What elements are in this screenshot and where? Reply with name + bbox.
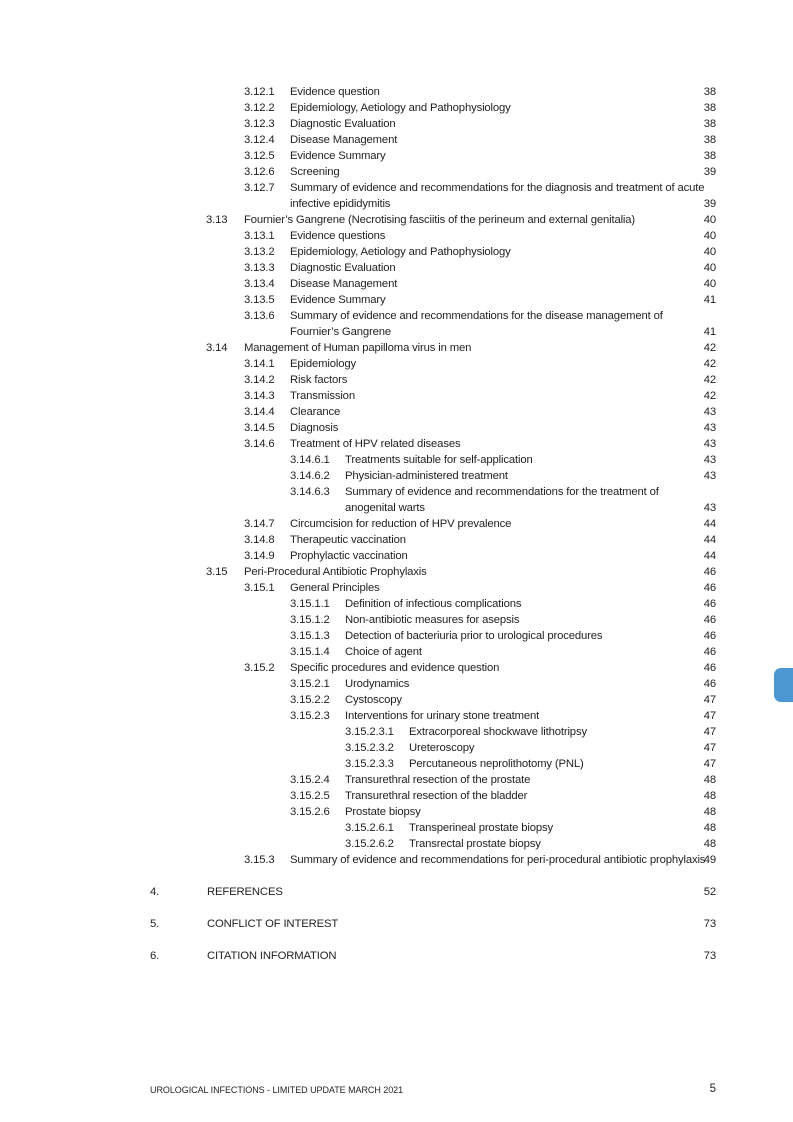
- toc-entry-title: Therapeutic vaccination: [290, 534, 406, 546]
- toc-entry-number: 3.15.2.6.2: [345, 838, 394, 850]
- toc-entry-number: 3.12.4: [244, 134, 275, 146]
- toc-entry-number: 3.13.5: [244, 294, 275, 306]
- toc-entry-number: 3.12.7: [244, 182, 275, 194]
- toc-entry-number: 3.14.9: [244, 550, 275, 562]
- toc-entry-title: Treatments suitable for self-application: [345, 454, 533, 466]
- toc-entry-page: 48: [703, 838, 716, 850]
- toc-entry-page: 47: [703, 758, 716, 770]
- toc-entry-title: Peri-Procedural Antibiotic Prophylaxis: [244, 566, 427, 578]
- toc-entry-title: Disease Management: [290, 278, 398, 290]
- toc-entry-title: Fournier’s Gangrene (Necrotising fasciitis of the perineum and external genitalia): [244, 214, 636, 226]
- toc-entry-page: 43: [703, 438, 716, 450]
- toc-entry-title: Evidence question: [290, 86, 380, 98]
- toc-entry-title: Management of Human papilloma virus in men: [244, 342, 472, 354]
- toc-entry-title: Detection of bacteriuria prior to urological procedures: [345, 630, 603, 642]
- toc-entry-page: 39: [703, 198, 716, 210]
- toc-entry-page: 41: [703, 326, 716, 338]
- toc-entry-title: Evidence questions: [290, 230, 386, 242]
- toc-entry-page: 49: [703, 854, 716, 866]
- toc-entry-title: Summary of evidence and recommendations for the diagnosis and treatment of acute infective epididymitis: [290, 182, 705, 210]
- toc-entry-number: 3.15.1: [244, 582, 275, 594]
- toc-entry-title: Epidemiology, Aetiology and Pathophysiology: [290, 102, 511, 114]
- toc-entry-number: 3.15.3: [244, 854, 275, 866]
- toc-entry-number: 3.15.2.3.3: [345, 758, 394, 770]
- toc-entry-number: 3.14.1: [244, 358, 275, 370]
- toc-entry-title: Extracorporeal shockwave lithotripsy: [409, 726, 587, 738]
- toc-entry-title: Non-antibiotic measures for asepsis: [345, 614, 520, 626]
- toc-entry-title: Transperineal prostate biopsy: [409, 822, 554, 834]
- toc-entry-page: 42: [703, 342, 716, 354]
- toc-entry-page: 43: [703, 406, 716, 418]
- toc-entry-page: 46: [703, 566, 716, 578]
- toc-entry-number: 3.15.2.1: [290, 678, 330, 690]
- toc-entry-title: Choice of agent: [345, 646, 422, 658]
- toc-entry-page: 47: [703, 742, 716, 754]
- toc-entry-title: Definition of infectious complications: [345, 598, 522, 610]
- toc-entry-number: 3.14.6: [244, 438, 275, 450]
- toc-entry-page: 47: [703, 694, 716, 706]
- toc-entry-title: Urodynamics: [345, 678, 410, 690]
- toc-entry-number: 3.14.2: [244, 374, 275, 386]
- toc-entry-title: Transmission: [290, 390, 355, 402]
- toc-entry-page: 40: [703, 246, 716, 258]
- toc-entry-title: REFERENCES: [207, 886, 283, 898]
- toc-entry-page: 38: [703, 134, 716, 146]
- toc-entry-number: 3.15.2.3.2: [345, 742, 394, 754]
- toc-entry-page: 43: [703, 422, 716, 434]
- toc-entry-page: 43: [703, 502, 716, 514]
- toc-entry-number: 3.14.5: [244, 422, 275, 434]
- toc-entry-title: Diagnosis: [290, 422, 339, 434]
- toc-entry-page: 44: [703, 550, 716, 562]
- toc-entry-page: 44: [703, 534, 716, 546]
- toc-entry-title: Epidemiology, Aetiology and Pathophysiology: [290, 246, 511, 258]
- toc-entry-number: 3.15.2.3: [290, 710, 330, 722]
- toc-entry-title: Transurethral resection of the prostate: [345, 774, 531, 786]
- toc-entry-title: Epidemiology: [290, 358, 357, 370]
- toc-entry-page: 39: [703, 166, 716, 178]
- toc-entry-number: 3.15.1.2: [290, 614, 330, 626]
- toc-entry-title: Transurethral resection of the bladder: [345, 790, 528, 802]
- toc-entry-page: 52: [703, 886, 716, 898]
- toc-entry-page: 46: [703, 662, 716, 674]
- toc-entry-page: 73: [703, 918, 716, 930]
- toc-entry-number: 3.15.1.3: [290, 630, 330, 642]
- toc-entry-title: Percutaneous neprolithotomy (PNL): [409, 758, 584, 770]
- toc-entry-page: 46: [703, 598, 716, 610]
- toc-entry-number: 3.14.3: [244, 390, 275, 402]
- toc-entry-title: Treatment of HPV related diseases: [290, 438, 461, 450]
- toc-entry-number: 3.15: [206, 566, 228, 578]
- toc-entry-number: 3.14.6.3: [290, 486, 330, 498]
- toc-entry-number: 3.14.8: [244, 534, 275, 546]
- toc-entry-page: 40: [703, 278, 716, 290]
- toc-entry-number: 3.14.6.2: [290, 470, 330, 482]
- toc-entry-page: 38: [703, 102, 716, 114]
- toc-entry-title: Diagnostic Evaluation: [290, 118, 396, 130]
- toc-entry-number: 3.13.6: [244, 310, 275, 322]
- toc-entry-title: Summary of evidence and recommendations for the treatment of anogenital warts: [345, 486, 659, 514]
- toc-entry-title: Summary of evidence and recommendations for the disease management of Fournier’s Gangrene: [290, 310, 663, 338]
- toc-entry-number: 3.12.3: [244, 118, 275, 130]
- toc-entry-number: 3.14.4: [244, 406, 275, 418]
- toc-entry-number: 3.15.2.5: [290, 790, 330, 802]
- toc-entry-title: General Principles: [290, 582, 380, 594]
- toc-entry-page: 73: [703, 950, 716, 962]
- toc-entry-page: 48: [703, 790, 716, 802]
- toc-entry-title: Prostate biopsy: [345, 806, 421, 818]
- toc-entry-page: 40: [703, 214, 716, 226]
- toc-entry-title: Diagnostic Evaluation: [290, 262, 396, 274]
- toc-entry-number: 3.15.2.2: [290, 694, 330, 706]
- toc-entry-number: 3.13.1: [244, 230, 275, 242]
- toc-entry-page: 41: [703, 294, 716, 306]
- toc-entry-number: 3.15.1.1: [290, 598, 330, 610]
- toc-entry-number: 3.15.2: [244, 662, 275, 674]
- toc-entry-title: Interventions for urinary stone treatment: [345, 710, 540, 722]
- toc-entry-title: Evidence Summary: [290, 294, 386, 306]
- toc-entry-page: 48: [703, 806, 716, 818]
- toc-entry-title: CONFLICT OF INTEREST: [207, 918, 339, 930]
- toc-entry-title: Summary of evidence and recommendations for peri-procedural antibiotic prophylaxis: [290, 854, 706, 866]
- toc-entry-number: 3.12.2: [244, 102, 275, 114]
- toc-entry-number: 3.15.2.6.1: [345, 822, 394, 834]
- toc-entry-title: Screening: [290, 166, 340, 178]
- toc-entry-title: Transrectal prostate biopsy: [409, 838, 541, 850]
- toc-entry-number: 3.12.1: [244, 86, 275, 98]
- toc-entry-number: 3.13.2: [244, 246, 275, 258]
- toc-entry-number: 3.15.2.4: [290, 774, 330, 786]
- toc-entry-page: 38: [703, 86, 716, 98]
- toc-entry-page: 46: [703, 582, 716, 594]
- page-number: 5: [709, 1083, 716, 1095]
- toc-entry-page: 46: [703, 646, 716, 658]
- toc-entry-page: 43: [703, 470, 716, 482]
- toc-entry-page: 40: [703, 230, 716, 242]
- toc-entry-title: Circumcision for reduction of HPV prevalence: [290, 518, 512, 530]
- toc-entry-number: 3.12.6: [244, 166, 275, 178]
- toc-entry-number: 3.12.5: [244, 150, 275, 162]
- toc-entry-page: 47: [703, 710, 716, 722]
- toc-entry-page: 46: [703, 614, 716, 626]
- toc-entry-number: 5.: [150, 918, 160, 930]
- toc-entry-title: Physician-administered treatment: [345, 470, 508, 482]
- toc-entry-page: 42: [703, 390, 716, 402]
- toc-entry-number: 3.15.2.3.1: [345, 726, 394, 738]
- toc-entry-page: 38: [703, 118, 716, 130]
- toc-entry-title: Evidence Summary: [290, 150, 386, 162]
- toc-entry-number: 3.14.7: [244, 518, 275, 530]
- toc-entry-page: 38: [703, 150, 716, 162]
- toc-entry-page: 48: [703, 774, 716, 786]
- toc-entry-title: Prophylactic vaccination: [290, 550, 408, 562]
- toc-entry-page: 40: [703, 262, 716, 274]
- toc-entry-title: Ureteroscopy: [409, 742, 475, 754]
- toc-entry-page: 47: [703, 726, 716, 738]
- toc-entry-number: 3.13.3: [244, 262, 275, 274]
- toc-entry-page: 46: [703, 630, 716, 642]
- toc-entry-page: 48: [703, 822, 716, 834]
- toc-entry-page: 43: [703, 454, 716, 466]
- running-footer: UROLOGICAL INFECTIONS - LIMITED UPDATE MARCH 2021: [150, 1085, 404, 1095]
- toc-entry-page: 46: [703, 678, 716, 690]
- toc-entry-number: 3.14: [206, 342, 228, 354]
- toc-entry-page: 42: [703, 374, 716, 386]
- toc-entry-title: Specific procedures and evidence question: [290, 662, 500, 674]
- toc-entry-title: Risk factors: [290, 374, 348, 386]
- toc-entry-number: 3.13: [206, 214, 228, 226]
- toc-entry-title: Disease Management: [290, 134, 398, 146]
- toc-entry-title: CITATION INFORMATION: [207, 950, 337, 962]
- toc-entry-page: 42: [703, 358, 716, 370]
- toc-entry-number: 6.: [150, 950, 160, 962]
- toc-entry-number: 4.: [150, 886, 160, 898]
- section-tab-marker: [774, 668, 793, 702]
- toc-entry-number: 3.13.4: [244, 278, 275, 290]
- toc-entry-title: Cystoscopy: [345, 694, 402, 706]
- toc-entry-number: 3.15.2.6: [290, 806, 330, 818]
- toc-entry-page: 44: [703, 518, 716, 530]
- toc-entry-number: 3.15.1.4: [290, 646, 330, 658]
- toc-entry-number: 3.14.6.1: [290, 454, 330, 466]
- toc-entry-title: Clearance: [290, 406, 341, 418]
